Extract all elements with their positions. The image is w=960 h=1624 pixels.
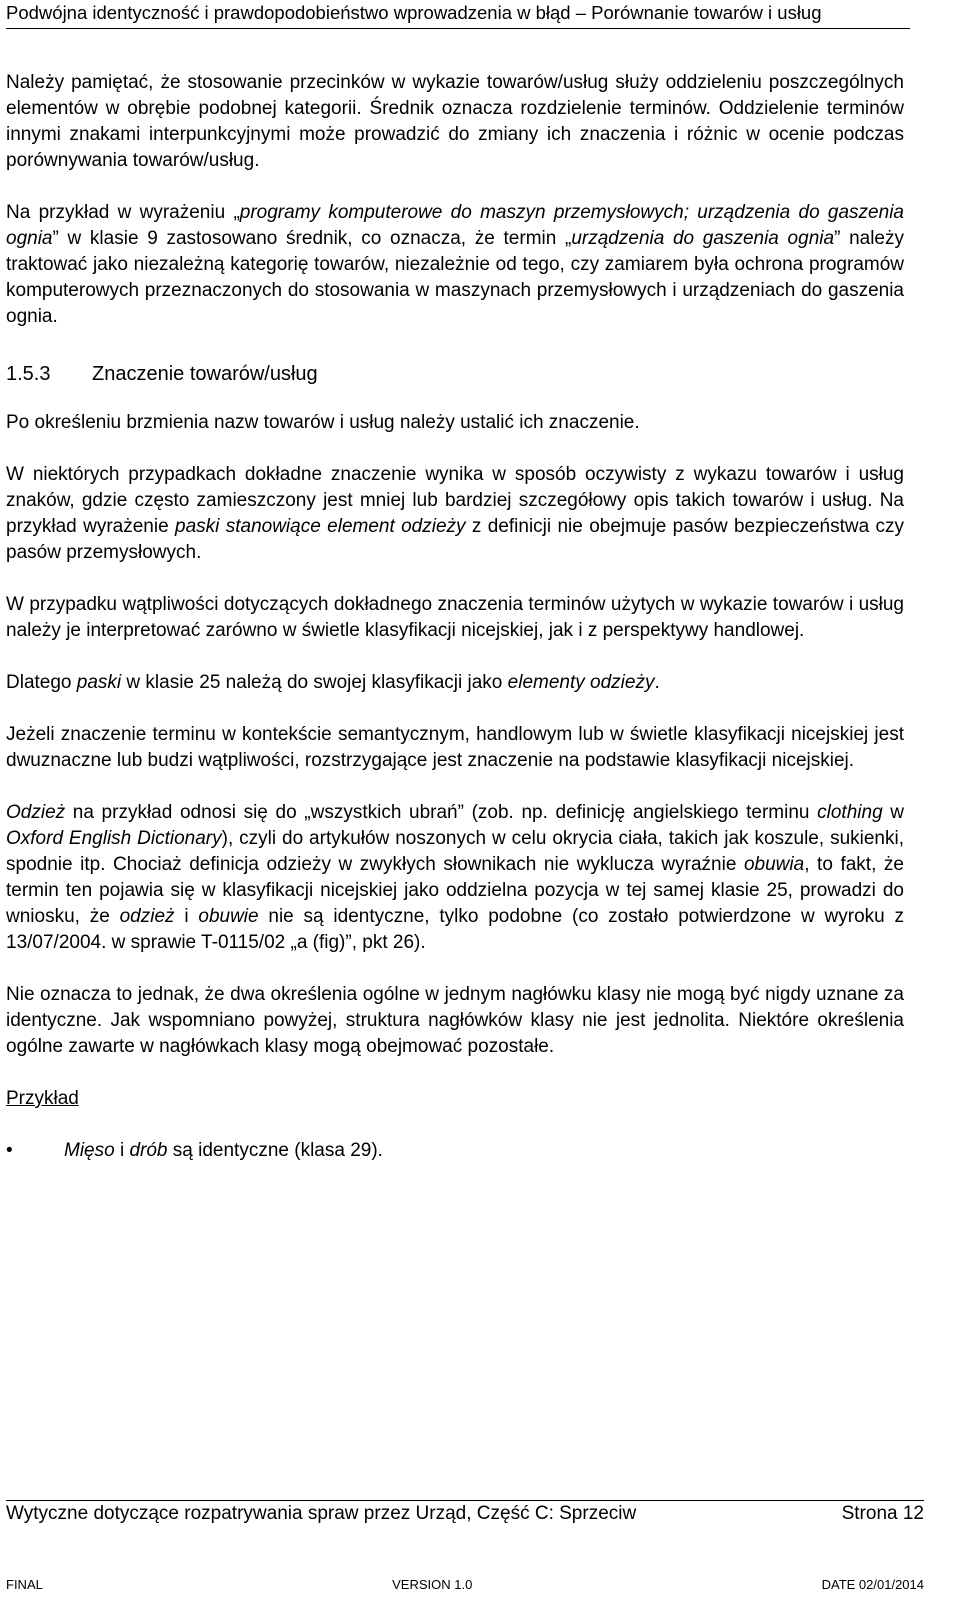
footer-date: DATE 02/01/2014 (821, 1577, 924, 1592)
bullet-item (6, 1138, 904, 1164)
italic-term: obuwie (198, 906, 259, 927)
italic-term: clothing (817, 802, 883, 823)
page-body (6, 70, 904, 1164)
text-run: Dlatego (6, 672, 77, 693)
italic-term: odzież (119, 906, 175, 927)
paragraph-punctuation: Należy pamiętać, że stosowanie przecinków w wykazie towarów/usług służy oddzieleniu poszczególnych elementów w obrębie podobnej kategorii. Średnik oznacza rozdzielenie terminów. Oddzielenie terminów innymi znakami interpunkcyjnymi może prowadzić do zmiany ich znaczenia i różnic w ocenie podczas porównywania towarów/usług. (6, 72, 904, 171)
section-title: Znaczenie towarów/usług (92, 363, 318, 385)
italic-term: paski stanowiące element odzieży (175, 516, 466, 537)
paragraph-general-terms: Nie oznacza to jednak, że dwa określenia ogólne w jednym nagłówku klasy nie mogą być nigdy uznane za identyczne. Jak wspomniano powyżej, struktura nagłówków klasy nie jest jednolita. Niektóre określenia ogólne zawarte w nagłówkach klasy mogą obejmować pozostałe. (6, 984, 904, 1057)
footer-page-number: Strona 12 (841, 1503, 924, 1524)
text-run: , to fakt, że termin ten pojawia się w klasyfikacji nicejskiej jako oddzielna pozycja w tej samej klasie 25, prowadzi do wniosku, że (6, 854, 904, 927)
paragraph-ambiguity: Jeżeli znaczenie terminu w kontekście semantycznym, handlowym lub w świetle klasyfikacji nicejskiej jest dwuznaczne lub budzi wątpliwości, rozstrzygające jest znaczenie na podstawie klasyfikacji nicejskiej. (6, 724, 904, 771)
footer-version: VERSION 1.0 (392, 1577, 473, 1592)
italic-term: Mięso (64, 1140, 115, 1161)
text-run: i (174, 906, 199, 927)
paragraph-obvious-meaning (6, 462, 904, 566)
text-run: i (114, 1140, 130, 1161)
paragraph-belts-example (6, 670, 904, 696)
italic-term: Oxford English Dictionary (6, 828, 222, 849)
text-run: . (654, 672, 660, 693)
text-run: W niektórych przypadkach dokładne znaczenie wynika w sposób oczywisty z wykazu towarów i usług znaków, gdzie często zamieszczony jest mniej lub bardziej szczegółowy opis takich towarów i usług. Na przykład wyrażenie (6, 464, 904, 537)
paragraph-clothing-example (6, 800, 904, 956)
text-run: na przykład odnosi się do „wszystkich ubrań” (zob. np. definicję angielskiego terminu (65, 802, 818, 823)
text-run: ” w klasie 9 zastosowano średnik, co oznacza, że termin „ (52, 228, 572, 249)
italic-term: paski (76, 672, 122, 693)
text-run: Na przykład w wyrażeniu „ (6, 202, 240, 223)
running-header (6, 0, 910, 29)
text-run: są identyczne (klasa 29). (167, 1140, 383, 1161)
section-number: 1.5.3 (6, 363, 51, 385)
paragraph-semicolon-example (6, 200, 904, 330)
text-run: nie są identyczne, tylko podobne (co zostało potwierdzone w wyroku z 13/07/2004. w sprawie T-0115/02 „a (fig)”, pkt 26). (6, 906, 905, 953)
footer-meta (6, 1576, 924, 1594)
italic-term: elementy odzieży (507, 672, 655, 693)
footer (6, 1500, 924, 1527)
italic-term: drób (129, 1140, 168, 1161)
text-run: w (882, 802, 905, 823)
text-run: ), czyli do artykułów noszonych w celu okrycia ciała, takich jak koszule, sukienki, spodnie itp. Chociaż definicja odzieży w zwykłych słownikach nie wyklucza wyraźnie (6, 828, 904, 875)
header-title: Podwójna identyczność i prawdopodobieństwo wprowadzenia w błąd – Porównanie towarów i usług (6, 2, 822, 23)
section-heading (6, 360, 904, 388)
paragraph-doubt-interpretation: W przypadku wątpliwości dotyczących dokładnego znaczenia terminów użytych w wykazie towarów i usług należy je interpretować zarówno w świetle klasyfikacji nicejskiej, jak i z perspektywy handlowej. (6, 594, 904, 641)
bullet-text (64, 1138, 383, 1164)
footer-doc-title: Wytyczne dotyczące rozpatrywania spraw przez Urząd, Część C: Sprzeciw (6, 1503, 637, 1524)
italic-term: obuwia (743, 854, 805, 875)
paragraph-meaning-intro: Po określeniu brzmienia nazw towarów i usług należy ustalić ich znaczenie. (6, 412, 640, 433)
text-run: w klasie 25 należą do swojej klasyfikacji jako (121, 672, 508, 693)
example-label (6, 1086, 904, 1112)
example-label-text: Przykład (6, 1088, 79, 1109)
italic-term: programy komputerowe do maszyn przemysłowych; urządzenia do gaszenia ognia (6, 202, 904, 249)
italic-term: urządzenia do gaszenia ognia (571, 228, 835, 249)
bullet-icon: • (6, 1140, 13, 1161)
text-run: z definicji nie obejmuje pasów bezpieczeństwa czy pasów przemysłowych. (6, 516, 905, 563)
text-run: ” należy traktować jako niezależną kategorię towarów, niezależnie od tego, czy zamiarem była ochrona programów komputerowych przeznaczonych do stosowania w maszynach przemysłowych i urządzeniach do gaszenia ognia. (6, 228, 905, 327)
footer-status: FINAL (6, 1577, 43, 1592)
italic-term: Odzież (6, 802, 66, 823)
